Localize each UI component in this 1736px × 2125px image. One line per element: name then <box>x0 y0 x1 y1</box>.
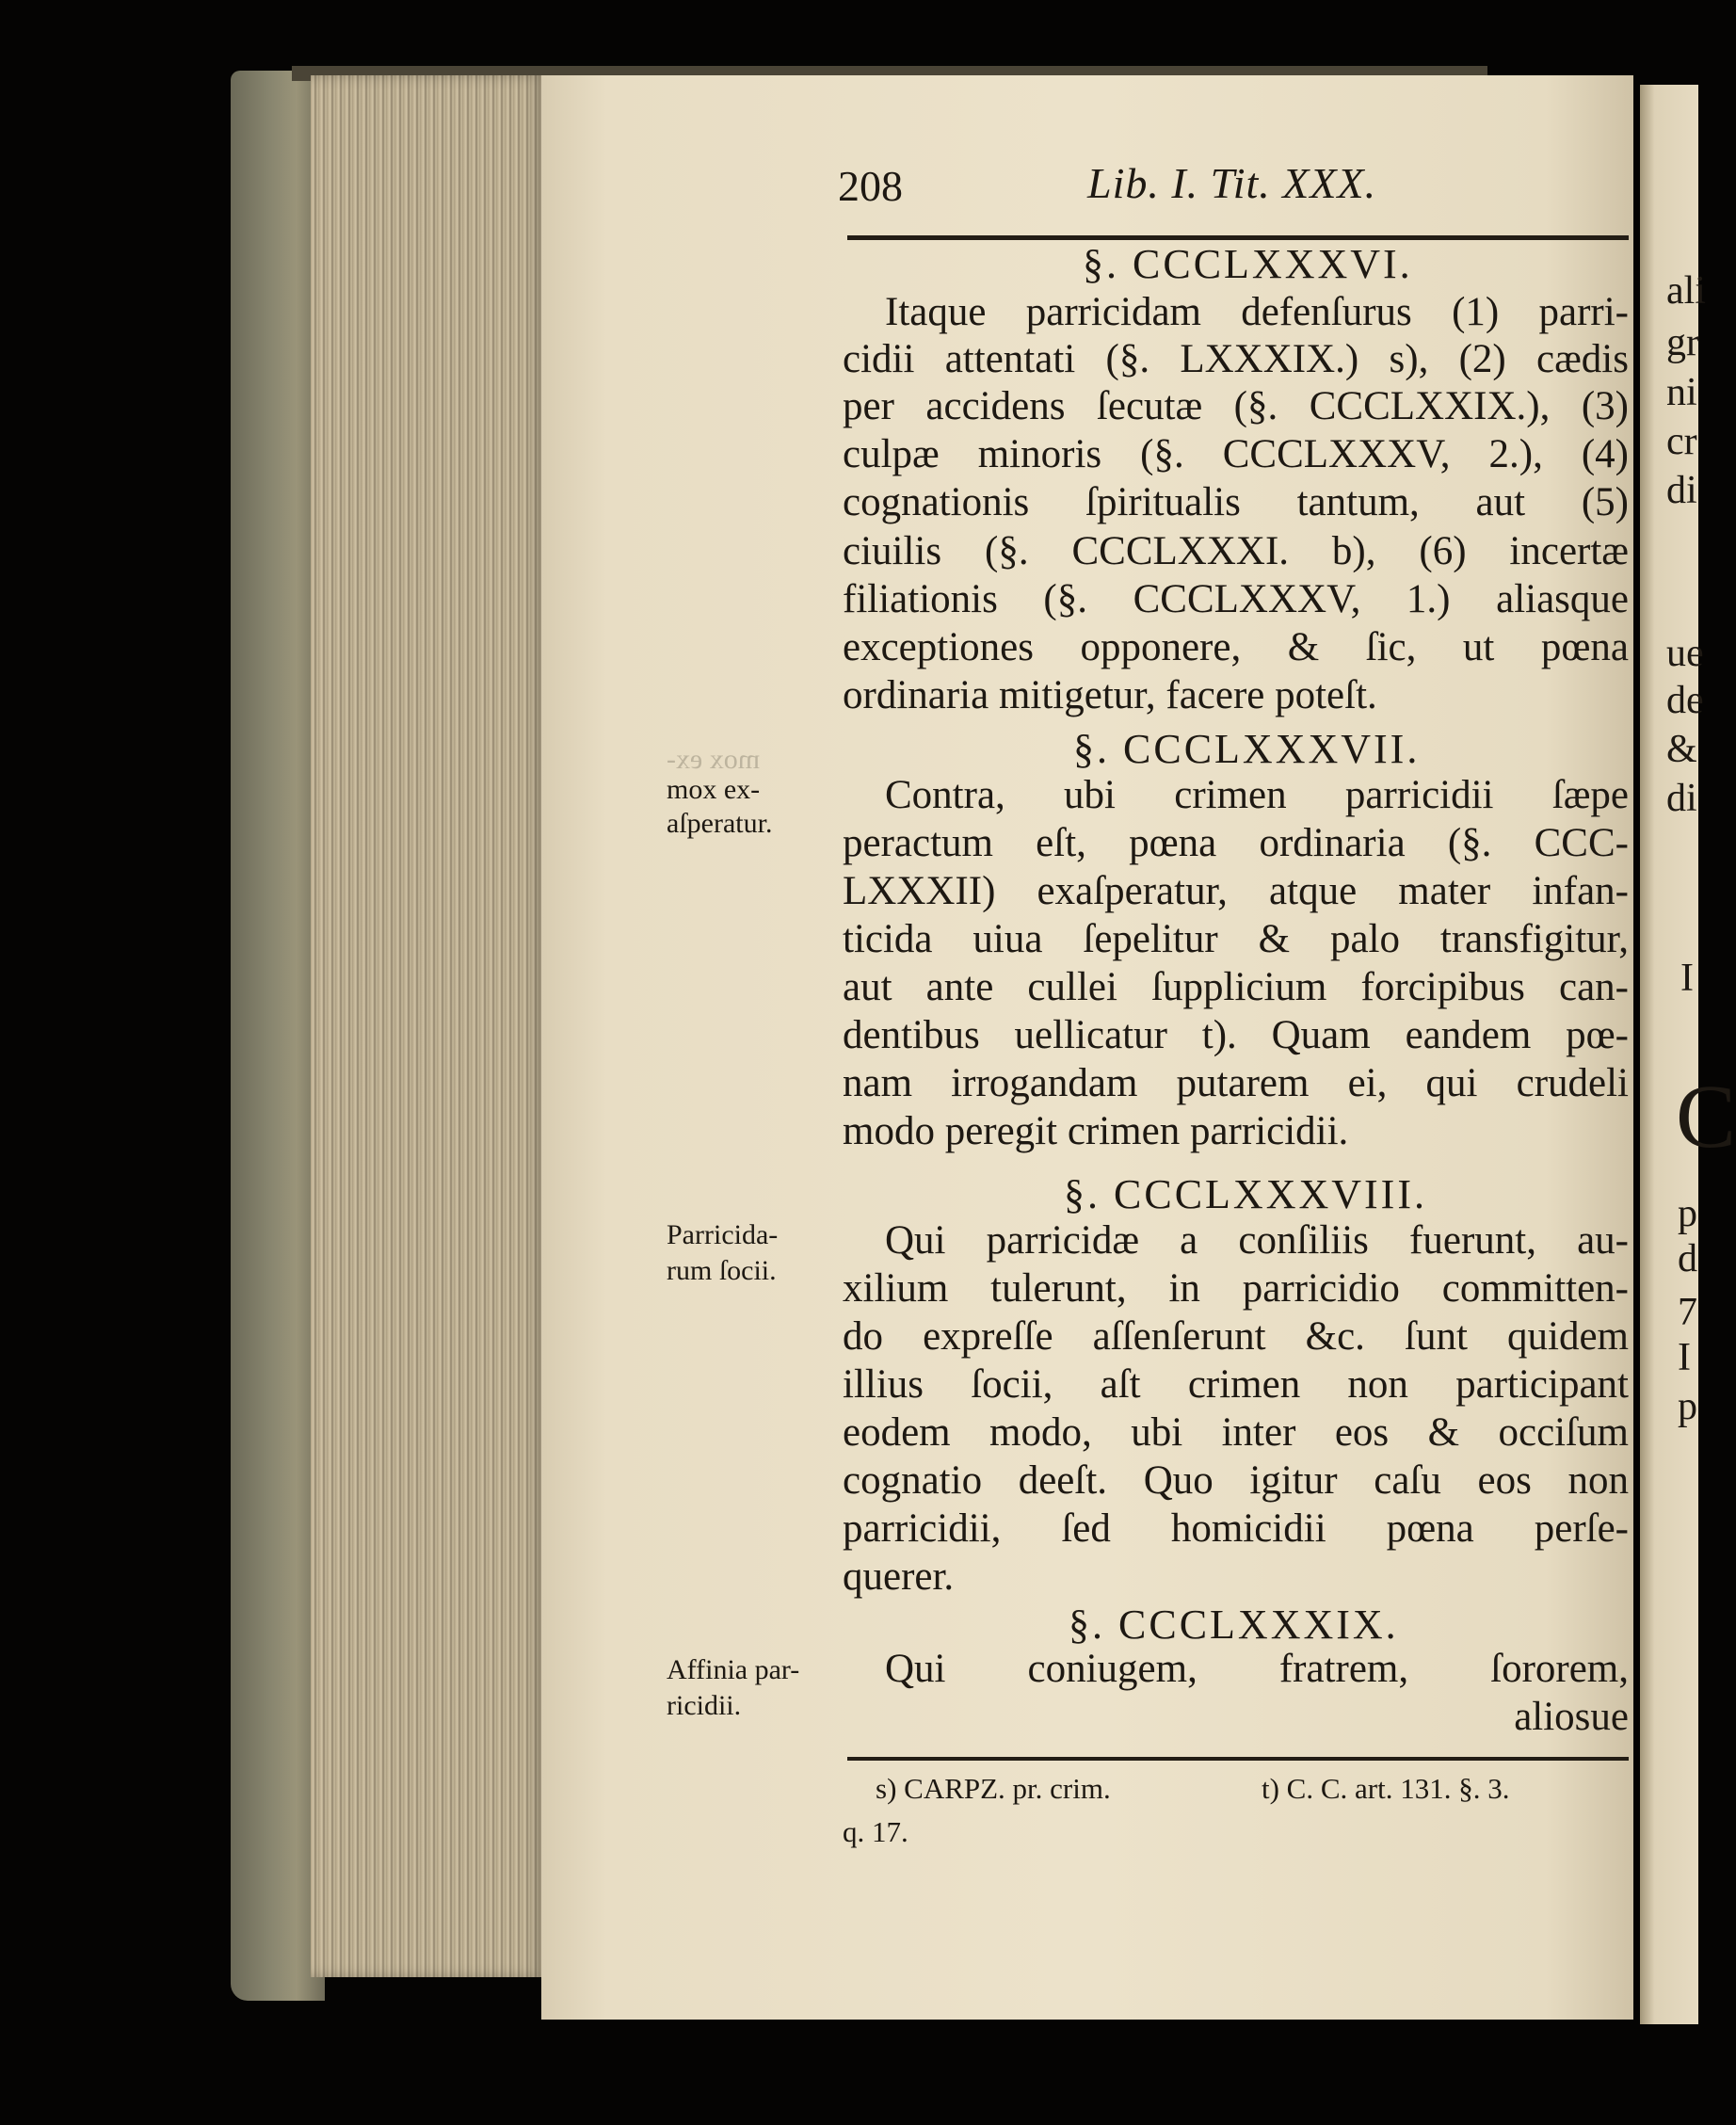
facing-page-fragment: cr <box>1666 420 1697 463</box>
body-line: culpæ minoris (§. CCCLXXXV, 2.), (4) <box>843 432 1629 476</box>
margin-note: aſperatur. <box>667 808 773 839</box>
footnote-continuation: q. 17. <box>843 1815 908 1848</box>
section-heading: §. CCCLXXXVII. <box>1073 726 1421 772</box>
facing-page-fragment: ni <box>1666 371 1697 414</box>
facing-page-fragment: di <box>1666 777 1697 820</box>
body-line: Qui coniugem, fratrem, ſororem, <box>885 1647 1629 1691</box>
body-line: aut ante cullei ſupplicium forcipibus can- <box>843 965 1629 1009</box>
facing-page-fragment: C <box>1676 1066 1736 1167</box>
body-line: querer. <box>843 1554 955 1599</box>
body-line: cognatio deeſt. Quo igitur caſu eos non <box>843 1458 1629 1503</box>
body-line: xilium tulerunt, in parricidio committen- <box>843 1266 1629 1311</box>
body-line: LXXXII) exaſperatur, atque mater infan- <box>843 869 1629 913</box>
facing-page-fragment: ali <box>1666 269 1706 313</box>
page-edges <box>311 75 546 1977</box>
body-line: ticida uiua ſepelitur & palo transfigitur, <box>843 917 1629 961</box>
facing-page-fragment: p <box>1678 1385 1697 1428</box>
facing-page-fragment: d <box>1678 1237 1697 1280</box>
facing-page-fragment: 7 <box>1678 1291 1697 1334</box>
margin-note: rum ſocii. <box>667 1255 777 1286</box>
section-heading: §. CCCLXXXVI. <box>1083 241 1413 287</box>
body-line: Contra, ubi crimen parricidii ſæpe <box>885 773 1629 817</box>
body-line: filiationis (§. CCCLXXXV, 1.) aliasque <box>843 577 1629 621</box>
section-heading: §. CCCLXXXVIII. <box>1064 1171 1427 1217</box>
body-line: eodem modo, ubi inter eos & occiſum <box>843 1410 1629 1455</box>
footnote-t: t) C. C. art. 131. §. 3. <box>1262 1772 1510 1805</box>
section-heading: §. CCCLXXXIX. <box>1069 1602 1399 1648</box>
facing-page-fragment: & <box>1666 728 1697 771</box>
body-line: exceptiones opponere, & ſic, ut pœna <box>843 625 1629 669</box>
body-line: dentibus uellicatur t). Quam eandem pœ- <box>843 1013 1629 1057</box>
body-line: illius ſocii, aſt crimen non participant <box>843 1362 1629 1407</box>
footnote-rule <box>847 1757 1629 1761</box>
body-line: cognationis ſpiritualis tantum, aut (5) <box>843 480 1629 524</box>
catchword: aliosue <box>1514 1695 1629 1739</box>
body-line: Qui parricidæ a conſiliis fuerunt, au- <box>885 1218 1629 1263</box>
facing-page-fragment: de <box>1666 679 1704 722</box>
body-line: peractum eſt, pœna ordinaria (§. CCC- <box>843 821 1629 865</box>
body-line: ciuilis (§. CCCLXXXI. b), (6) incertæ <box>843 529 1629 573</box>
body-line: do expreſſe aſſenſerunt &c. ſunt quidem <box>843 1314 1629 1359</box>
body-line: cidii attentati (§. LXXXIX.) s), (2) cædis <box>843 337 1629 381</box>
footnote-s: s) CARPZ. pr. crim. <box>876 1772 1111 1805</box>
margin-note: mox ex- <box>667 774 761 805</box>
body-line: per accidens ſecutæ (§. CCCLXXIX.), (3) <box>843 384 1629 428</box>
facing-page-fragment: gr <box>1666 321 1699 364</box>
facing-page-fragment: di <box>1666 469 1697 512</box>
margin-note: Parricida- <box>667 1219 779 1250</box>
margin-note: Affinia par- <box>667 1654 800 1685</box>
running-title: Lib. I. Tit. XXX. <box>1087 159 1377 207</box>
body-line: modo peregit crimen parricidii. <box>843 1109 1349 1153</box>
bleed-through-text: mox ex- <box>667 744 761 775</box>
margin-note: ricidii. <box>667 1690 742 1721</box>
body-line: nam irrogandam putarem ei, qui crudeli <box>843 1061 1629 1105</box>
facing-page-fragment: I <box>1678 1336 1691 1379</box>
facing-page-fragment: I <box>1680 957 1694 1000</box>
body-line: ordinaria mitigetur, facere poteſt. <box>843 673 1377 717</box>
page-number: 208 <box>838 162 903 210</box>
facing-page-fragment: p <box>1678 1192 1697 1235</box>
body-line: parricidii, ſed homicidii pœna perſe- <box>843 1506 1629 1551</box>
facing-page-fragment: ue <box>1666 632 1704 675</box>
body-line: Itaque parricidam defenſurus (1) parri- <box>885 290 1629 334</box>
